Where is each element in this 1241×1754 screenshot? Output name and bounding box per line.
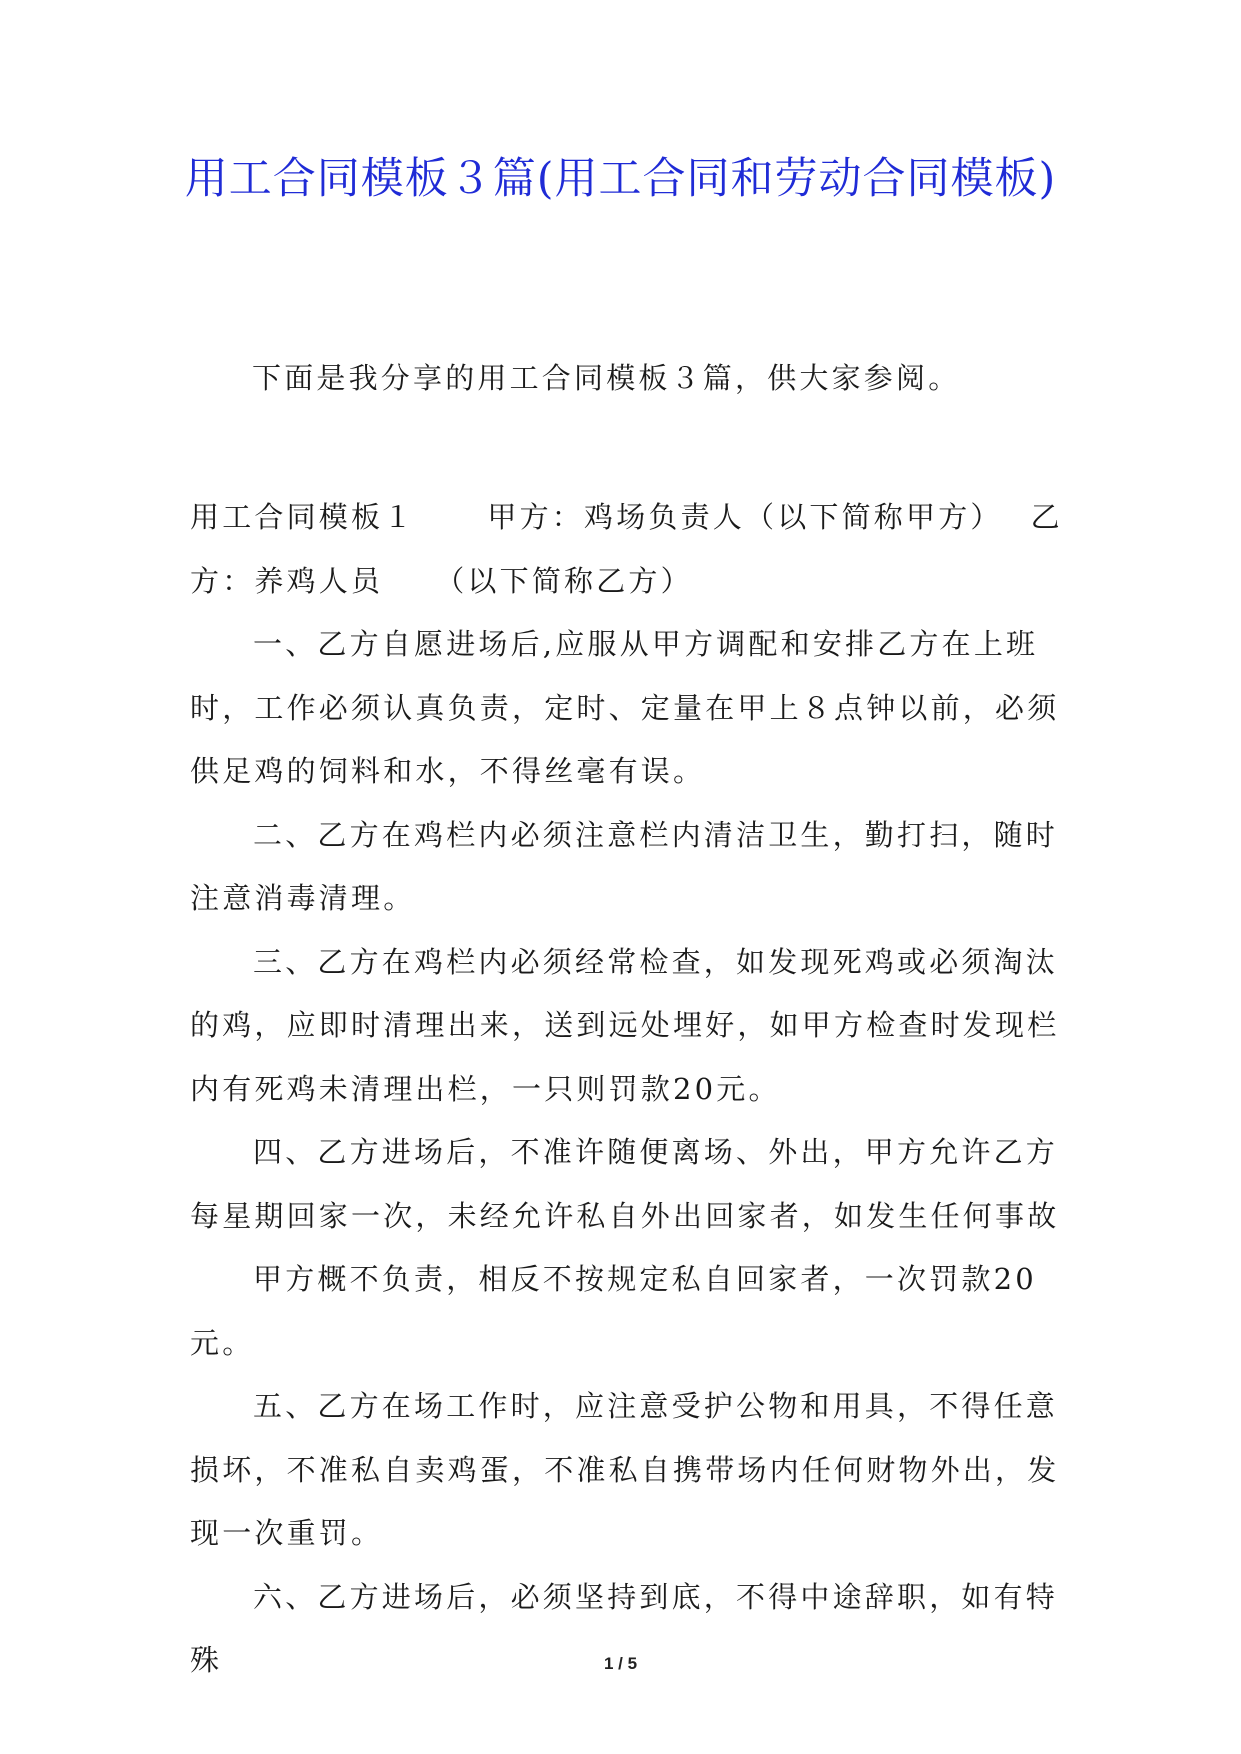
- clause-5: 五、乙方在场工作时，应注意受护公物和用具，不得任意损坏，不准私自卖鸡蛋，不准私自携带场内任何财物外出，发现一次重罚。: [190, 1389, 1060, 1550]
- contract-body: [190, 486, 1066, 1693]
- contract-heading: 用工合同模板１: [190, 500, 416, 534]
- clause-3: 三、乙方在鸡栏内必须经常检查，如发现死鸡或必须淘汰的鸡，应即时清理出来，送到远处埋好，如甲方检查时发现栏内有死鸡未清理出栏，一只则罚款20元。: [190, 944, 1060, 1106]
- party-b-label: 乙方：: [190, 500, 1063, 598]
- clause-2: 二、乙方在鸡栏内必须注意栏内清洁卫生，勤打扫，随时注意消毒清理。: [190, 817, 1059, 915]
- document-title: 用工合同模板３篇(用工合同和劳动合同模板): [184, 154, 1057, 204]
- party-a: 甲方：鸡场负责人（以下简称甲方）: [487, 500, 1003, 534]
- clause-4: 四、乙方进场后，不准许随便离场、外出，甲方允许乙方每星期回家一次，未经允许私自外出回家者，如发生任何事故: [190, 1135, 1060, 1233]
- clause-1: 一、乙方自愿进场后,应服从甲方调配和安排乙方在上班时，工作必须认真负责，定时、定量在甲上８点钟以前，必须供足鸡的饲料和水，不得丝毫有误。: [190, 627, 1060, 788]
- party-b-name: 养鸡人员: [254, 563, 384, 598]
- intro-paragraph: 下面是我分享的用工合同模板３篇，供大家参阅。: [252, 361, 961, 395]
- page-indicator: 1 / 5: [603, 1654, 638, 1673]
- party-b-note: （以下简称乙方）: [435, 563, 693, 598]
- clause-6: 六、乙方进场后，必须坚持到底，不得中途辞职，如有特殊: [190, 1579, 1059, 1677]
- party-line: [190, 486, 1066, 613]
- clause-4-continued: 甲方概不负责，相反不按规定私自回家者，一次罚款20元。: [190, 1262, 1037, 1360]
